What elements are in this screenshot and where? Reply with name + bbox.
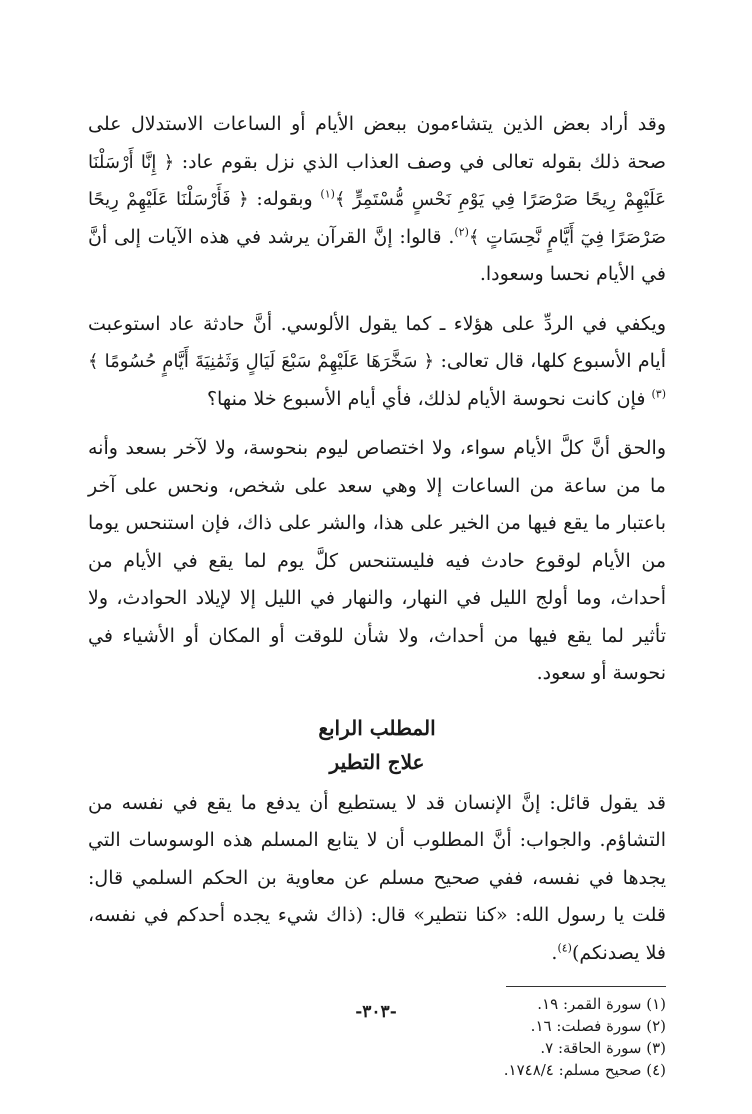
section-title: المطلب الرابع <box>318 715 436 740</box>
paragraph-text: والحق أنَّ كلَّ الأيام سواء، ولا اختصاص ليوم بنحوسة، ولا لآخر بسعد وأنه ما من ساعة من الساعات إلا وهي سعد على شخص، ونحس على آخر باعتبار ما يقع فيها من الخير على هذا، والشر على ذاك، فإن استنحس يوما من الأيام لوقوع حادث فيه فليستنحس كلَّ يوم لما يقع في الأيام من أحداث، وما أولج الليل في النهار، والنهار في الليل إلا لإيلاد الحوادث، ولا تأثير لما يقع فيها من أحداث، ولا شأن للوقت أو المكان أو الأشياء في نحوسة أو سعود. <box>88 437 666 684</box>
page-number: -٣٠٣- <box>355 1002 397 1022</box>
paragraph-text: وقد أراد بعض الذين يتشاءمون ببعض الأيام أو الساعات الاستدلال على صحة ذلك بقوله تعالى في وصف العذاب الذي نزل بقوم عاد: <box>88 113 666 173</box>
footnote-ref: (٢) <box>454 225 469 239</box>
footnote: (٣) سورة الحاقة: ٧. <box>540 1039 666 1057</box>
footnote: (٤) صحيح مسلم: ١٧٤٨/٤. <box>503 1061 666 1079</box>
quran-verse: ﴿ إِنَّا أَرْسَلْنَا عَلَيْهِمْ رِيحًا صَرْصَرًا فِي يَوْمِ نَحْسٍ مُّسْتَمِرٍّ ﴾ <box>88 151 666 210</box>
footnote: (٢) سورة فصلت: ١٦. <box>530 1017 666 1035</box>
paragraph-text: وبقوله: <box>248 188 321 210</box>
paragraph-text: . <box>551 941 558 964</box>
footnote-ref: (١) <box>320 187 335 201</box>
paragraph-omen-argument <box>88 106 666 294</box>
paragraph-text: . قالوا: إنَّ القرآن يرشد في هذه الآيات إلى أنَّ في الأيام نحسا وسعودا. <box>88 225 666 285</box>
footnote: (١) سورة القمر: ١٩. <box>537 995 666 1013</box>
quran-verse: ﴿ سَخَّرَهَا عَلَيْهِمْ سَبْعَ لَيَالٍ وَثَمَٰنِيَةَ أَيَّامٍ حُسُومًا ﴾ <box>88 351 435 372</box>
footnote-ref: (٣) <box>651 387 666 401</box>
paragraph-text: قد يقول قائل: إنَّ الإنسان قد لا يستطيع أن يدفع ما يقع في نفسه من التشاؤم. والجواب: أنَّ المطلوب أن لا يتابع المسلم هذه الوسوسات التي يجدها في نفسه، ففي صحيح مسلم عن معاوية بن الحكم السلمي قال: قلت يا رسول الله: «كنا نتطير» قال: (ذاك شيء يجده أحدكم في نفسه، فلا يصدنكم) <box>88 791 666 964</box>
paragraph-treatment <box>88 785 666 973</box>
paragraph-truth <box>88 430 666 693</box>
paragraph-alusi-rebuttal <box>88 306 666 419</box>
paragraph-text: فإن كانت نحوسة الأيام لذلك، فأي أيام الأسبوع خلا منها؟ <box>206 387 652 410</box>
quran-verse: ﴿ فَأَرْسَلْنَا عَلَيْهِمْ رِيحًا صَرْصَرًا فِيٓ أَيَّامٍ نَّحِسَاتٍ ﴾ <box>88 189 666 248</box>
section-subtitle: علاج التطير <box>329 749 425 774</box>
footnote-divider <box>506 986 666 987</box>
paragraph-text: ويكفي في الردِّ على هؤلاء ـ كما يقول الألوسي. أنَّ حادثة عاد استوعبت أيام الأسبوع كلها، قال تعالى: <box>88 312 666 372</box>
footnote-ref: (٤) <box>557 941 572 955</box>
